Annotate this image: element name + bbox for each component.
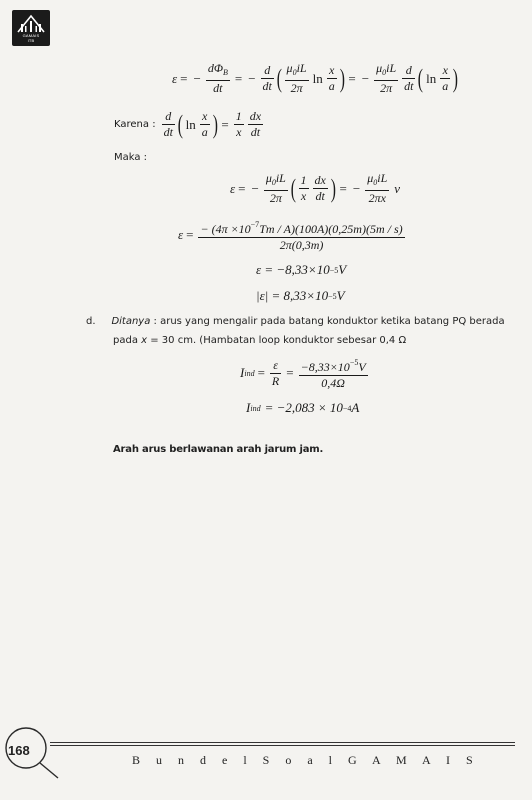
equation-karena: Karena : $\frac{d}{dt}$ ( ln $\frac{x}{a}$ ) = $\frac{1}{x}$ $\frac{dx}{dt}$ xyxy=(114,109,262,139)
logo-text-2: ITB xyxy=(27,38,35,43)
equation-current-calc: I ind = $\frac{\varepsilon}{R}$ = $\frac{-8,33\times 10^{-5}V}{0,4\Omega}$ xyxy=(240,357,366,390)
eq1-minus: − xyxy=(193,70,201,86)
footer-rule-2 xyxy=(50,745,515,746)
equation-emf-magnitude: |ε| = 8,33×10 −5 V xyxy=(256,288,345,303)
equation-current-result: I ind = −2,083 × 10 −4 A xyxy=(246,400,360,415)
equation-emf-substitution: ε = $\frac{- (4\pi \times 10^{-7}Tm / A)(100A)(0,25m)(5m / s)}{2\pi(0,3m)}$ xyxy=(178,220,403,252)
karena-label: Karena : xyxy=(114,119,156,130)
footer-rule xyxy=(50,742,515,743)
conclusion-text: Arah arus berlawanan arah jarum jam. xyxy=(113,444,324,455)
eq1-frac-x-a: $\frac{x}{a}$ xyxy=(328,63,335,93)
equation-emf-velocity: ε = − $\frac{\mu_0iL}{2\pi}$ ( $\frac{1}{x}$ $\frac{dx}{dt}$ ) = − $\frac{\mu_0iL}{2\pi x}$ v xyxy=(230,171,401,205)
eq1-frac-dphi-dt: $\frac{d\Phi_B}{dt}$ xyxy=(207,61,228,95)
maka-label: Maka : xyxy=(114,152,148,163)
logo-text-1: GAMAIS xyxy=(22,33,40,38)
ditanya-label: Ditanya xyxy=(111,316,151,327)
equation-emf-derivative: ε = − $\frac{d\Phi_B}{dt}$ = − $\frac{d}{dt}$ ( $\frac{\mu_0iL}{2\pi}$ ln $\frac{x}{a}$ ) = − $\frac{\mu_0iL}{2\pi}$ $\frac{d}{dt}$ ( ln $\frac{x}{a}$ ) xyxy=(172,61,459,95)
gamais-logo xyxy=(12,10,50,46)
page-number: 168 xyxy=(8,743,30,758)
eq1-frac-d-dt: $\frac{d}{dt}$ xyxy=(262,63,272,93)
part-d-question: d. Ditanya : arus yang mengalir pada batang konduktor ketika batang PQ berada pada x = 30 cm. (Hambatan loop konduktor sebesar 0,4 Ω xyxy=(86,316,505,346)
equation-emf-result: ε = −8,33×10 −5 V xyxy=(256,262,347,277)
eq1-frac-mu-il: $\frac{\mu_0iL}{2\pi}$ xyxy=(286,61,307,95)
eq1-epsilon: ε xyxy=(172,70,178,86)
footer-title: B u n d e l S o a l G A M A I S xyxy=(132,753,480,767)
part-d-marker: d. xyxy=(86,316,96,327)
eq1-equals: = xyxy=(180,70,188,86)
